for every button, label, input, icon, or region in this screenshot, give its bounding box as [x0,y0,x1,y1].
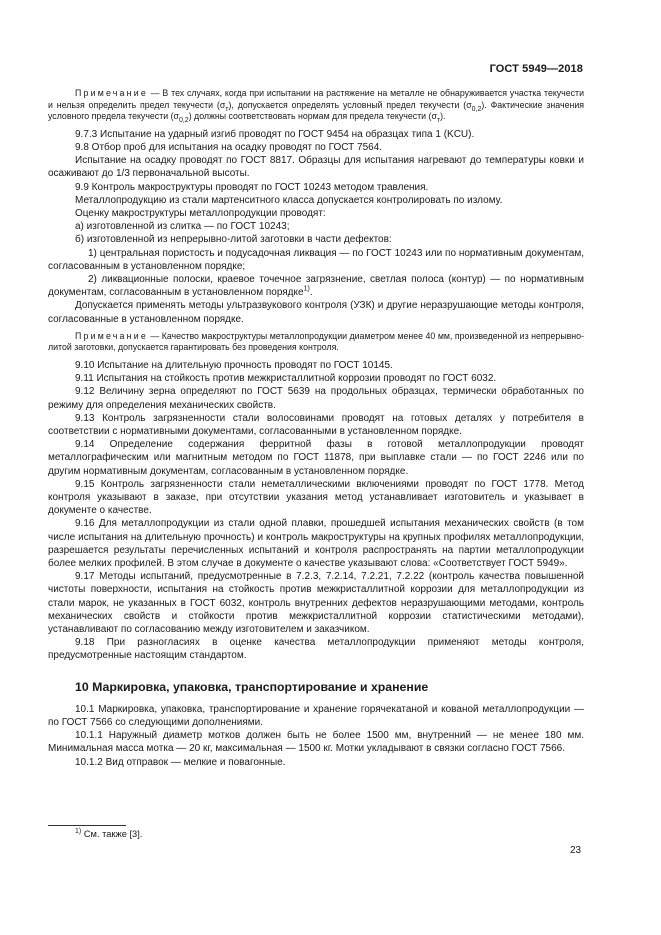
note-yield-strength: Примечание — В тех случаях, когда при испытании на растяжение на металле не обнаруживается участка текучести и нельзя определить предел текучести $(\sigma_т)$, допускается определять условный предел текучести $(\sigma_{0,2})$. Фактические значения условного предела текучести $(\sigma_{0,2})$ должны соответствовать нормам для предела текучести $(\sigma_т)$. [48,88,585,124]
para-9-9-h: Допускается применять методы ультразвукового контроля (УЗК) и другие неразрушающие методы контроля, согласованные в установленном порядке. [48,300,584,325]
section-title: 10 Маркировка, упаковка, транспортирование и хранение [75,679,429,694]
list-subitem-1: 1) центральная пористость и подусадочная ликвация — по ГОСТ 10243 или по нормативным документам, согласованным в установленном порядке; [48,247,584,272]
para-9-9-b: Металлопродукцию из стали мартенситного класса допускается контролировать по излому. [75,194,503,206]
footnote-mark: 1) [75,827,82,835]
para-10-1: 10.1 Маркировка, упаковка, транспортирование и хранение горячекатаной и кованой металлопродукции — по ГОСТ 7566 со следующими дополнениями. [48,703,584,728]
footnote [75,828,142,840]
note-label: Примечание [75,330,148,341]
para-9-16: 9.16 Для металлопродукции из стали одной плавки, прошедшей испытания механических свойств (в том числе испытания на длительную прочность) и контроль макроструктуры на крупных профилях металлопродукции, разрешается результаты перечисленных испытаний и контроля распространять на партии металлопродукции более мелких профилей. В этом случае в документе о качестве указывают слова: «Соответствует ГОСТ 5949». [48,518,584,570]
para-10-1-2: 10.1.2 Вид отправок — мелкие и повагонные. [75,756,286,768]
footnote-divider [48,825,126,826]
list-item-b: б) изготовленной из непрерывно-литой заготовки в части дефектов: [75,234,392,246]
footnote-text: См. также [3]. [81,829,143,839]
para-9-9: 9.9 Контроль макроструктуры проводят по ГОСТ 10243 методом травления. [75,181,429,193]
para-9-7-3: 9.7.3 Испытание на ударный изгиб проводят по ГОСТ 9454 на образцах типа 1 (KCU). [75,128,475,140]
list-subitem-2: 2) ликвационные полоски, краевое точечное загрязнение, светлая полоса (контур) — по нормативным документам, согласованным в установленном порядке$^{1)}$. [48,274,584,299]
footnote-ref: 1) [303,285,310,293]
para-9-15: 9.15 Контроль загрязненности стали неметаллическими включениями проводят по ГОСТ 1778. Метод контроля указывают в заказе, при отсутствии указания метод устанавливает изготовитель и указывает в документе о качестве. [48,478,584,517]
para-9-9-c: Оценку макроструктуры металлопродукции проводят: [75,208,326,219]
para-10-1-1: 10.1.1 Наружный диаметр мотков должен быть не более 1500 мм, внутренний — не менее 180 мм. Минимальная масса мотка — 20 кг, максимальная — 1500 кг. Мотки укладывают в связки согласно ГОСТ 7566. [48,730,584,755]
page-body [48,88,584,769]
note-label: Примечание [75,88,148,98]
para-9-8-b: Испытание на осадку проводят по ГОСТ 8817. Образцы для испытания нагревают до температуры ковки и осаживают до 1/3 первоначальной высоты. [48,155,584,180]
para-9-18: 9.18 При разногласиях в оценке качества металлопродукции применяют методы контроля, предусмотренные настоящим стандартом. [48,637,584,662]
para-9-12: 9.12 Величину зерна определяют по ГОСТ 5639 на продольных образцах, термически обработанных по режиму для определения механических свойств. [48,386,584,411]
note-macrostructure: Примечание — Качество макроструктуры металлопродукции диаметром менее 40 мм, произведенной из непрерывно-литой заготовки, допускается гарантировать без проведения контроля. [48,330,584,353]
para-9-10: 9.10 Испытание на длительную прочность проводят по ГОСТ 10145. [75,360,393,372]
para-9-8: 9.8 Отбор проб для испытания на осадку проводят по ГОСТ 7564. [75,141,383,153]
page-number: 23 [570,845,582,856]
list-item-a: а) изготовленной из слитка — по ГОСТ 10243; [75,221,290,233]
para-9-11: 9.11 Испытания на стойкость против межкристаллитной коррозии проводят по ГОСТ 6032. [75,373,497,385]
para-9-17: 9.17 Методы испытаний, предусмотренные в 7.2.3, 7.2.14, 7.2.21, 7.2.22 (контроль качества повышенной чистоты поверхности, испытания на стойкость против межкристаллитной коррозии для металлопродукции из стали марок, не указанных в ГОСТ 6032, контроль внутренних дефектов неразрушающими методами, контроль механических свойств и стойкости против межкристаллитной коррозии статистическими методами), устанавливают по согласованию между изготовителем и заказчиком. [48,571,584,636]
para-9-14: 9.14 Определение содержания ферритной фазы в готовой металлопродукции проводят металлографическим или магнитным методом по ГОСТ 11878, при выплавке стали — по ГОСТ 2246 или по другим нормативным документам, согласованным в установленном порядке. [48,439,584,477]
para-9-13: 9.13 Контроль загрязненности стали волосовинами проводят на готовых деталях у потребителя в соответствии с нормативными документами, согласованными в установленном порядке. [48,412,584,438]
document-id: ГОСТ 5949—2018 [489,63,583,75]
